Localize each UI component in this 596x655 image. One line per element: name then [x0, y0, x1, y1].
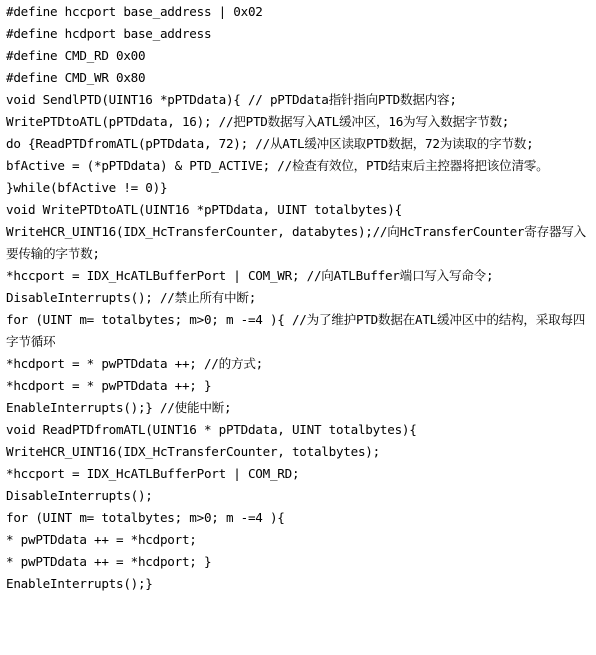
code-line: DisableInterrupts(); [6, 488, 153, 503]
code-line: *hccport = IDX_HcATLBufferPort | COM_RD; [6, 466, 300, 481]
code-line: *hccport = IDX_HcATLBufferPort | COM_WR; //向ATLBuffer端口写入写命令; [6, 268, 494, 283]
code-line: EnableInterrupts();} [6, 576, 153, 591]
code-line: *hcdport = * pwPTDdata ++; } [6, 378, 212, 393]
code-line: for (UINT m= totalbytes; m>0; m -=4 ){ //为了维护PTD数据在ATL缓冲区中的结构，采取每四字节循环 [6, 312, 586, 349]
code-line: * pwPTDdata ++ = *hcdport; } [6, 554, 212, 569]
code-line: #define hccport base_address | 0x02 [6, 4, 263, 19]
code-line: WriteHCR_UINT16(IDX_HcTransferCounter, totalbytes); [6, 444, 380, 459]
code-line: #define CMD_RD 0x00 [6, 48, 146, 63]
code-line: void WritePTDtoATL(UINT16 *pPTDdata, UINT totalbytes){ [6, 202, 402, 217]
code-line: }while(bfActive != 0)} [6, 180, 168, 195]
code-line: WriteHCR_UINT16(IDX_HcTransferCounter, databytes);//向HcTransferCounter寄存器写入要传输的字节数; [6, 224, 586, 261]
code-line: do {ReadPTDfromATL(pPTDdata, 72); //从ATL缓冲区读取PTD数据，72为读取的字节数; [6, 136, 534, 151]
code-line: EnableInterrupts();} //使能中断; [6, 400, 232, 415]
code-line: #define CMD_WR 0x80 [6, 70, 146, 85]
code-line: *hcdport = * pwPTDdata ++; //的方式; [6, 356, 263, 371]
code-line: DisableInterrupts(); //禁止所有中断; [6, 290, 257, 305]
code-line: #define hcdport base_address [6, 26, 212, 41]
code-line: bfActive = (*pPTDdata) & PTD_ACTIVE; //检查有效位，PTD结束后主控器将把该位清零。 [6, 158, 549, 173]
code-line: void SendlPTD(UINT16 *pPTDdata){ // pPTDdata指针指向PTD数据内容; [6, 92, 457, 107]
code-line: void ReadPTDfromATL(UINT16 * pPTDdata, UINT totalbytes){ [6, 422, 417, 437]
code-line: for (UINT m= totalbytes; m>0; m -=4 ){ [6, 510, 285, 525]
code-listing [6, 1, 592, 595]
code-line: * pwPTDdata ++ = *hcdport; [6, 532, 197, 547]
code-line: WritePTDtoATL(pPTDdata, 16); //把PTD数据写入ATL缓冲区，16为写入数据字节数; [6, 114, 510, 129]
